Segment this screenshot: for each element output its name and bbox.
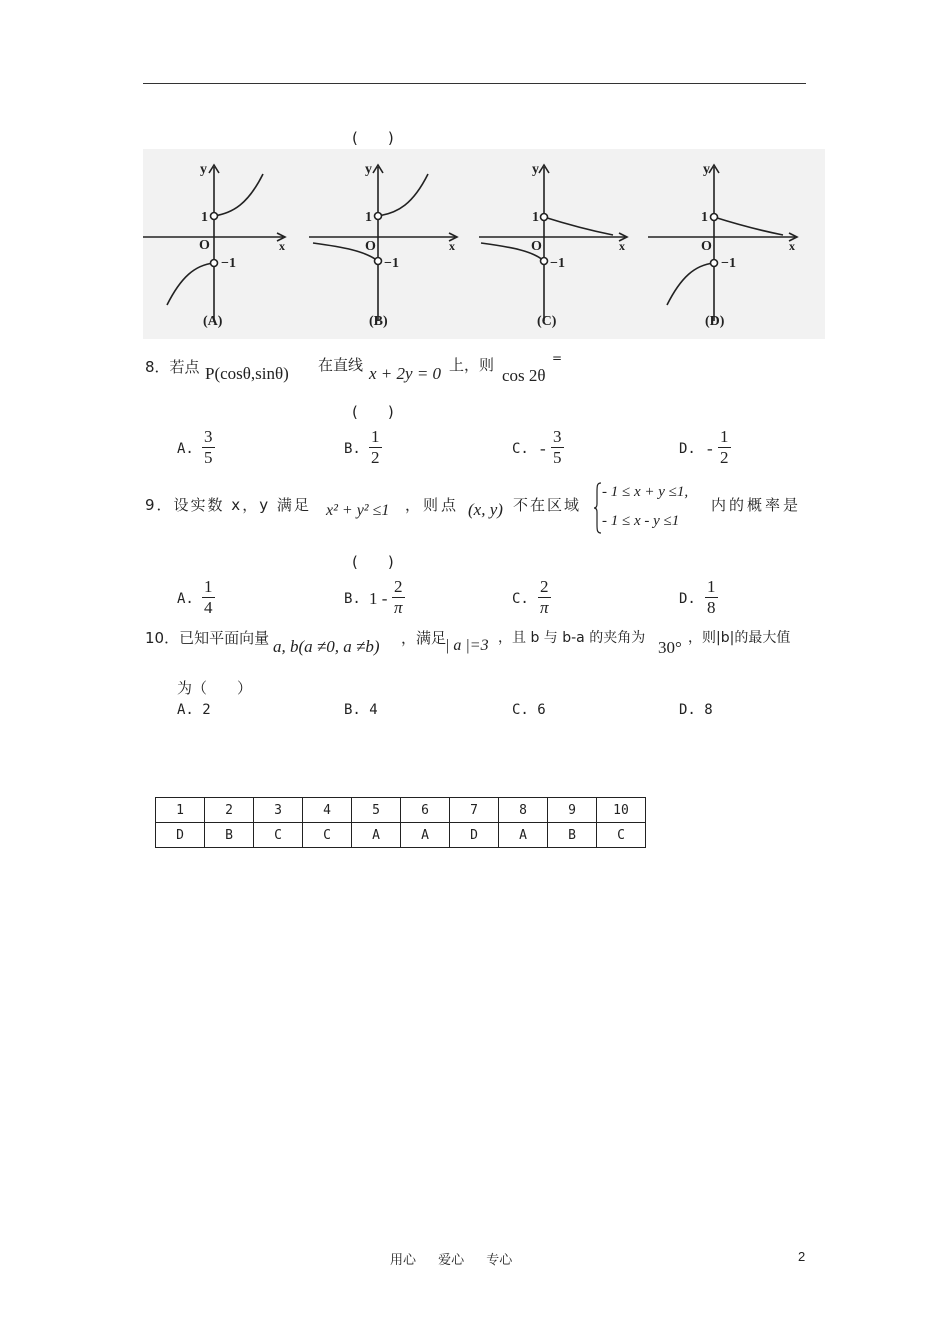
q9-inequality-1: - 1 ≤ x + y ≤1, <box>602 484 689 500</box>
footer-text: 用心 爱心 专心 <box>390 1253 513 1268</box>
q8-option-b-letter: B. <box>344 441 361 457</box>
q8-number: 8．若点 <box>145 358 200 376</box>
graph-d-one: 1 <box>701 210 708 225</box>
table-cell: C <box>597 823 646 848</box>
q10-option-d: D. 8 <box>679 702 713 718</box>
table-cell: C <box>254 823 303 848</box>
graph-b-y-label: y <box>365 162 372 177</box>
table-cell: 6 <box>401 798 450 823</box>
q10-norm: | a |=3 <box>445 637 489 654</box>
table-cell: 7 <box>450 798 499 823</box>
header-rule <box>143 83 806 84</box>
table-cell: 9 <box>548 798 597 823</box>
q9-option-b-prefix: 1 - <box>369 589 388 608</box>
table-cell: 1 <box>156 798 205 823</box>
page-number: 2 <box>798 1249 806 1264</box>
graph-d <box>648 165 797 321</box>
graph-b-one: 1 <box>365 210 372 225</box>
table-cell: 4 <box>303 798 352 823</box>
q8-option-c-fraction: $\frac{3}{5}$ <box>553 427 562 467</box>
q9-option-b-fraction: $\frac{2}{\pi}$ <box>394 577 403 617</box>
table-cell: A <box>401 823 450 848</box>
q9-region: 不在区域 <box>513 496 582 514</box>
q8-post: 上，则 <box>449 356 495 374</box>
table-cell: D <box>450 823 499 848</box>
q10-mid: ，满足 <box>401 629 447 647</box>
q9-answer-blank: ( ) <box>352 553 394 571</box>
graph-a-origin: O <box>199 238 210 253</box>
q8-option-d-fraction: $\frac{1}{2}$ <box>720 427 729 467</box>
q8-expr: cos 2θ <box>502 366 546 385</box>
q9-option-a-letter: A. <box>177 591 194 607</box>
q8-equals: = <box>552 351 563 365</box>
q9-option-c-letter: C. <box>512 591 529 607</box>
graph-b <box>309 165 457 321</box>
q8-option-d-letter: D. <box>679 441 696 457</box>
q10-option-c: C. 6 <box>512 702 546 718</box>
q9-condition: x² + y² ≤1 <box>326 502 390 519</box>
q9-option-d-fraction: $\frac{1}{8}$ <box>707 577 716 617</box>
q9-number: 9．设实数 x，y 满足 <box>145 496 311 514</box>
q9-point: (x, y) <box>468 500 503 519</box>
table-cell: 10 <box>597 798 646 823</box>
q10-vectors: a, b(a ≠0, a ≠b) <box>273 637 380 656</box>
table-cell: 8 <box>499 798 548 823</box>
graph-a-y-label: y <box>200 162 207 177</box>
answer-table <box>155 797 646 848</box>
q10-post: ，且 b 与 b-a 的夹角为 <box>498 630 646 646</box>
table-cell: D <box>156 823 205 848</box>
q9-option-b-letter: B. <box>344 591 361 607</box>
q8-option-c-letter: C. <box>512 441 529 457</box>
q9-option-c-fraction: $\frac{2}{\pi}$ <box>540 577 549 617</box>
graph-a <box>143 165 285 321</box>
table-cell: 3 <box>254 798 303 823</box>
q9-option-a-fraction: $\frac{1}{4}$ <box>204 577 213 617</box>
graph-a-caption: (A) <box>203 314 223 329</box>
graph-c-y-label: y <box>532 162 539 177</box>
q10-tail: ，则|b|的最大值 <box>688 630 791 646</box>
table-cell: A <box>352 823 401 848</box>
q10-option-a: A. 2 <box>177 702 211 718</box>
table-cell: C <box>303 823 352 848</box>
q8-option-c-sign: - <box>540 439 546 458</box>
graph-c-one: 1 <box>532 210 539 225</box>
graph-c <box>479 165 627 321</box>
q8-line: x + 2y = 0 <box>369 364 442 383</box>
answer-table-answers-row <box>156 823 646 848</box>
graph-c-minus-one: −1 <box>550 256 565 271</box>
q8-option-a-letter: A. <box>177 441 194 457</box>
table-cell: 2 <box>205 798 254 823</box>
graph-a-one: 1 <box>201 210 208 225</box>
q8-mid: 在直线 <box>318 356 364 374</box>
graph-c-origin: O <box>531 239 542 254</box>
q9-brace <box>594 482 602 534</box>
q10-angle: 30° <box>658 638 682 657</box>
q7-graph-panel <box>143 149 825 339</box>
graph-d-y-label: y <box>703 162 710 177</box>
answer-table-numbers-row <box>156 798 646 823</box>
q8-answer-blank: ( ) <box>352 403 394 421</box>
graph-a-x-label: x <box>279 239 285 253</box>
q9-option-d-letter: D. <box>679 591 696 607</box>
table-cell: B <box>548 823 597 848</box>
table-cell: A <box>499 823 548 848</box>
graph-b-origin: O <box>365 239 376 254</box>
graph-d-origin: O <box>701 239 712 254</box>
graph-b-minus-one: −1 <box>384 256 399 271</box>
graph-b-x-label: x <box>449 239 455 253</box>
q10-number: 10．已知平面向量 <box>145 629 270 647</box>
q10-option-b: B. 4 <box>344 702 378 718</box>
graph-b-caption: (B) <box>369 314 388 329</box>
q9-inequality-2: - 1 ≤ x - y ≤1 <box>602 513 680 529</box>
graph-d-caption: (D) <box>705 314 725 329</box>
table-cell: B <box>205 823 254 848</box>
q9-post: 内的概率是 <box>711 496 802 514</box>
graph-c-x-label: x <box>619 239 625 253</box>
graph-d-x-label: x <box>789 239 795 253</box>
table-cell: 5 <box>352 798 401 823</box>
q8-option-a-fraction: $\frac{3}{5}$ <box>204 427 213 467</box>
q9-mid: ，则点 <box>405 496 460 514</box>
graph-c-caption: (C) <box>537 314 557 329</box>
graph-a-minus-one: −1 <box>221 256 236 271</box>
q7-answer-blank: ( ) <box>352 129 394 147</box>
q8-option-b-fraction: $\frac{1}{2}$ <box>371 427 380 467</box>
graph-d-minus-one: −1 <box>721 256 736 271</box>
q8-point: P(cosθ,sinθ) <box>205 364 289 383</box>
q10-line2: 为（ ） <box>177 679 253 697</box>
q7-graphs-svg <box>143 149 825 339</box>
q8-option-d-sign: - <box>707 439 713 458</box>
